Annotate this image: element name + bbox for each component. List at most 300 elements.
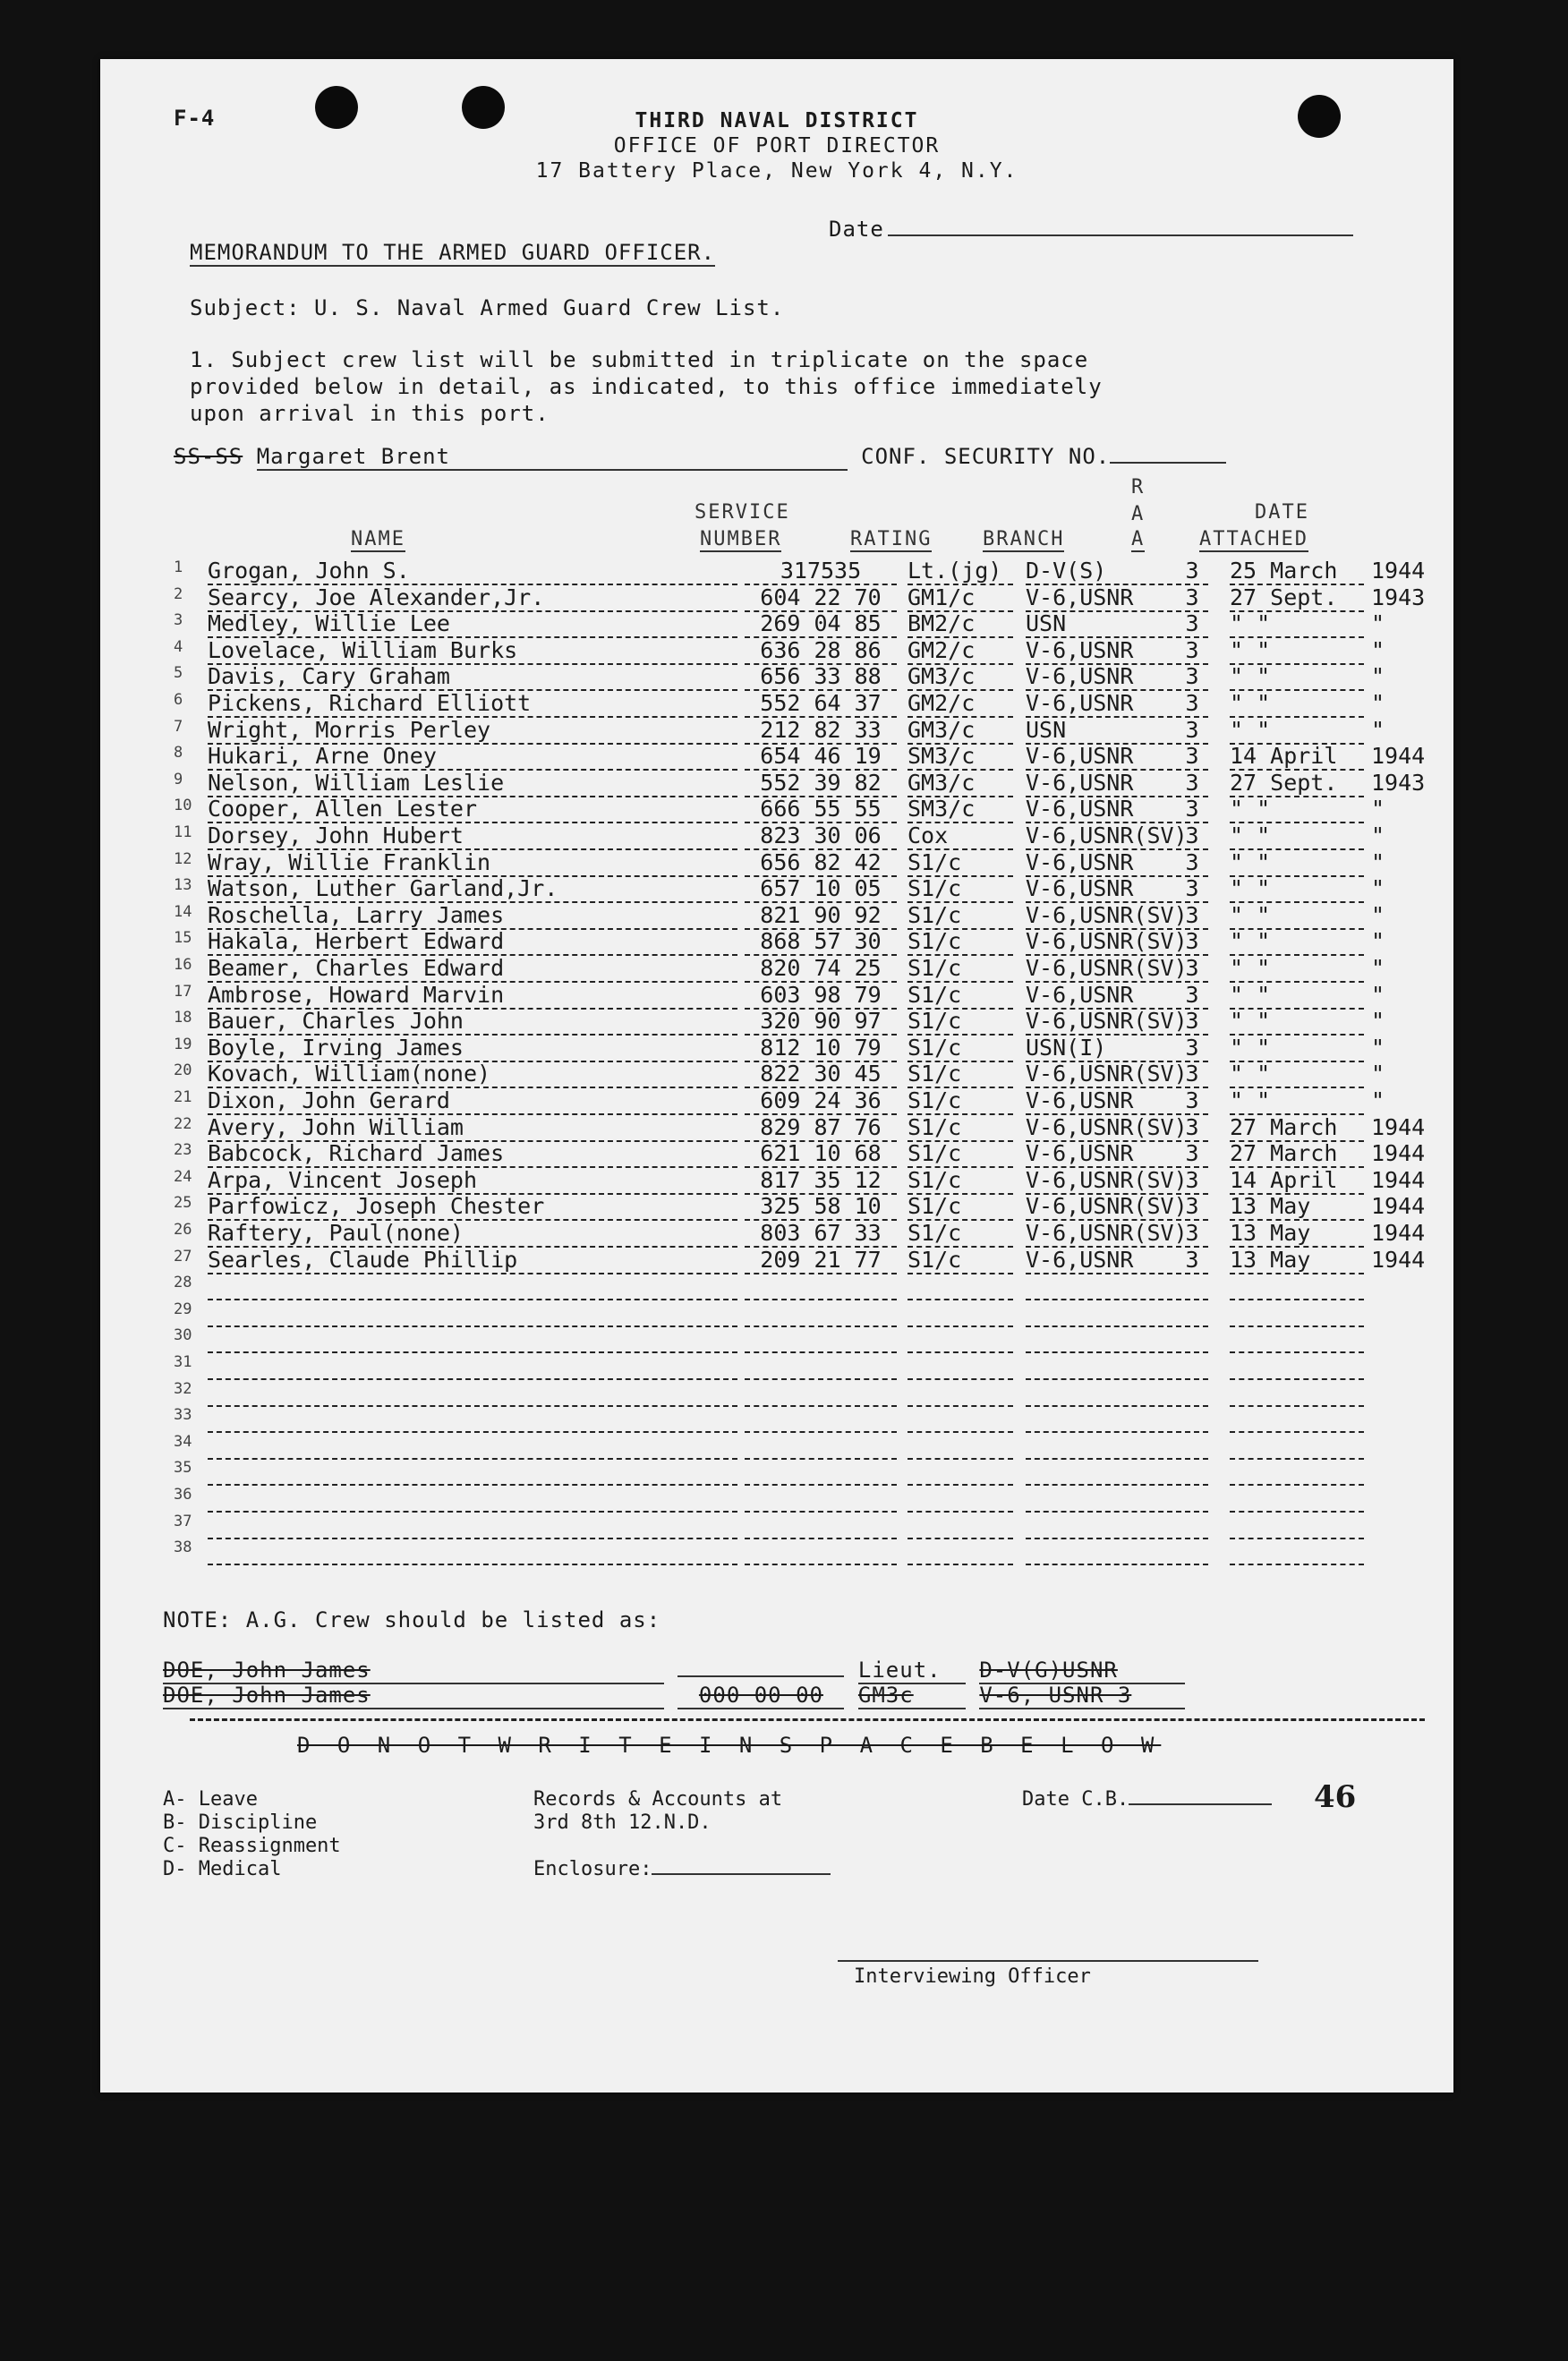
row-number: 37 <box>174 1512 192 1530</box>
rating: S1/c <box>908 850 1013 877</box>
rating: GM1/c <box>908 585 1013 612</box>
year-attached: " <box>1371 981 1385 1008</box>
service-number: 317535 <box>745 558 897 585</box>
date-attached: 13 May <box>1230 1248 1364 1274</box>
year-attached: " <box>1371 848 1385 875</box>
rating: S1/c <box>908 983 1013 1010</box>
blank-cell <box>208 1433 737 1460</box>
rating: S1/c <box>908 903 1013 930</box>
records-accounts-line-2: 3rd 8th 12.N.D. <box>533 1811 712 1834</box>
class: 3 <box>1176 956 1208 983</box>
district-title: THIRD NAVAL DISTRICT <box>635 109 919 132</box>
branch: V-6,USNR(SV) <box>1026 1166 1188 1193</box>
branch: V-6,USNR(SV) <box>1026 1113 1188 1140</box>
blank-cell <box>208 1380 737 1407</box>
crew-name: Babcock, Richard James <box>208 1141 737 1168</box>
year-attached: " <box>1371 1087 1385 1113</box>
do-not-write-heading: D O N O T W R I T E I N S P A C E B E L O W <box>297 1733 1162 1758</box>
year-attached: 1944 <box>1371 743 1426 770</box>
blank-cell <box>1026 1406 1172 1433</box>
date-attached: 13 May <box>1230 1221 1364 1248</box>
interviewing-officer-line <box>838 1960 1258 1962</box>
blank-cell <box>1026 1380 1172 1407</box>
ship-prefix: SS-SS <box>174 444 243 469</box>
crew-name: Roschella, Larry James <box>208 903 737 930</box>
year-attached: " <box>1371 796 1385 823</box>
blank-cell <box>745 1513 897 1539</box>
row-number: 14 <box>174 902 192 921</box>
col-header-service-1: SERVICE <box>695 501 790 524</box>
crew-name: Cooper, Allen Lester <box>208 797 737 823</box>
row-number: 24 <box>174 1167 192 1186</box>
service-number: 823 30 06 <box>745 823 897 850</box>
blank-cell <box>1176 1433 1208 1460</box>
rating: BM2/c <box>908 611 1013 638</box>
row-number: 20 <box>174 1061 192 1080</box>
service-number: 269 04 85 <box>745 611 897 638</box>
blank-cell <box>908 1459 1013 1486</box>
col-header-rating: RATING <box>850 528 933 550</box>
class: 3 <box>1176 718 1208 745</box>
table-row <box>174 956 1409 983</box>
blank-cell <box>1176 1326 1208 1353</box>
row-number: 9 <box>174 770 183 788</box>
blank-cell <box>208 1274 737 1300</box>
blank-row <box>174 1406 1409 1433</box>
service-number: 803 67 33 <box>745 1221 897 1248</box>
blank-cell <box>208 1353 737 1380</box>
branch: V-6,USNR <box>1026 691 1172 718</box>
branch: V-6,USNR <box>1026 1088 1172 1115</box>
blank-row <box>174 1380 1409 1407</box>
service-number: 325 58 10 <box>745 1194 897 1221</box>
blank-cell <box>1176 1300 1208 1327</box>
branch: V-6,USNR <box>1026 983 1172 1010</box>
reason-medical: D- Medical <box>163 1858 282 1880</box>
blank-cell <box>1026 1326 1172 1353</box>
row-number: 23 <box>174 1141 192 1160</box>
blank-cell <box>1230 1513 1364 1539</box>
table-row <box>174 1009 1409 1036</box>
rating: S1/c <box>908 929 1013 956</box>
service-number: 636 28 86 <box>745 638 897 665</box>
blank-cell <box>908 1380 1013 1407</box>
memo-subject: Subject: U. S. Naval Armed Guard Crew List. <box>190 295 785 320</box>
row-number: 33 <box>174 1406 192 1425</box>
branch: V-6,USNR(SV) <box>1026 1220 1188 1246</box>
service-number: 654 46 19 <box>745 744 897 771</box>
crew-name: Wray, Willie Franklin <box>208 850 737 877</box>
row-number: 26 <box>174 1221 192 1239</box>
date-attached: " " <box>1230 691 1364 718</box>
blank-cell <box>745 1380 897 1407</box>
class: 3 <box>1176 744 1208 771</box>
blank-cell <box>908 1274 1013 1300</box>
branch: USN <box>1026 718 1172 745</box>
blank-cell <box>208 1300 737 1327</box>
year-attached: 1944 <box>1371 1246 1426 1273</box>
date-attached: " " <box>1230 611 1364 638</box>
table-row <box>174 1193 1426 1221</box>
row-number: 35 <box>174 1459 192 1478</box>
service-number: 829 87 76 <box>745 1115 897 1142</box>
class: 3 <box>1176 638 1208 665</box>
row-number: 8 <box>174 744 183 763</box>
ship-line <box>174 444 1226 471</box>
date-attached: " " <box>1230 797 1364 823</box>
rating: S1/c <box>908 1194 1013 1221</box>
year-attached: " <box>1371 928 1385 955</box>
year-attached: 1944 <box>1371 1220 1426 1246</box>
row-number: 15 <box>174 929 192 948</box>
blank-cell <box>1026 1300 1172 1327</box>
rating: S1/c <box>908 1248 1013 1274</box>
blank-cell <box>1176 1406 1208 1433</box>
class: 3 <box>1176 558 1208 585</box>
crew-name: Hakala, Herbert Edward <box>208 929 737 956</box>
table-row <box>174 664 1409 691</box>
office-address: 17 Battery Place, New York 4, N.Y. <box>535 159 1018 183</box>
blank-cell <box>745 1326 897 1353</box>
row-number: 10 <box>174 797 192 815</box>
class: 3 <box>1176 823 1208 850</box>
col-header-name: NAME <box>351 528 405 550</box>
crew-name: Lovelace, William Burks <box>208 638 737 665</box>
branch: V-6,USNR <box>1026 876 1172 903</box>
branch: V-6,USNR(SV) <box>1026 1193 1188 1220</box>
service-number: 821 90 92 <box>745 903 897 930</box>
branch: V-6,USNR(SV) <box>1026 955 1188 981</box>
blank-cell <box>1176 1538 1208 1565</box>
date-attached: " " <box>1230 1061 1364 1088</box>
service-number: 820 74 25 <box>745 956 897 983</box>
year-attached: " <box>1371 610 1385 637</box>
memo-paragraph-line-3: upon arrival in this port. <box>190 401 550 426</box>
blank-cell <box>908 1538 1013 1565</box>
rating: S1/c <box>908 1036 1013 1062</box>
table-row <box>174 1061 1409 1088</box>
row-number: 19 <box>174 1035 192 1053</box>
service-number: 621 10 68 <box>745 1141 897 1168</box>
blank-cell <box>745 1353 897 1380</box>
service-number: 609 24 36 <box>745 1088 897 1115</box>
crew-name: Medley, Willie Lee <box>208 611 737 638</box>
memo-title: MEMORANDUM TO THE ARMED GUARD OFFICER. <box>190 240 716 265</box>
service-number: 604 22 70 <box>745 585 897 612</box>
date-attached: " " <box>1230 983 1364 1010</box>
crew-name: Avery, John William <box>208 1115 737 1142</box>
memo-paragraph-line-1: 1. Subject crew list will be submitted in triplicate on the space <box>190 347 1089 372</box>
row-number: 38 <box>174 1538 192 1557</box>
year-attached: " <box>1371 875 1385 902</box>
row-number: 6 <box>174 691 183 709</box>
col-header-date-1: DATE <box>1255 501 1309 524</box>
date-attached: 13 May <box>1230 1194 1364 1221</box>
date-attached: " " <box>1230 1088 1364 1115</box>
date-attached: 27 Sept. <box>1230 585 1364 612</box>
table-row <box>174 558 1426 585</box>
date-attached: " " <box>1230 1036 1364 1062</box>
col-header-service-2: NUMBER <box>700 528 782 550</box>
rating: SM3/c <box>908 744 1013 771</box>
year-attached: 1943 <box>1371 584 1426 610</box>
row-number: 31 <box>174 1353 192 1371</box>
table-row <box>174 1246 1426 1274</box>
blank-row <box>174 1538 1409 1565</box>
table-row <box>174 797 1409 823</box>
note-label: NOTE: A.G. Crew should be listed as: <box>163 1607 661 1632</box>
blank-cell <box>1230 1353 1364 1380</box>
class: 3 <box>1176 1061 1208 1088</box>
service-number: 656 33 88 <box>745 664 897 691</box>
service-number: 656 82 42 <box>745 850 897 877</box>
class: 3 <box>1176 611 1208 638</box>
class: 3 <box>1176 929 1208 956</box>
col-header-branch: BRANCH <box>983 528 1065 550</box>
crew-name: Boyle, Irving James <box>208 1036 737 1062</box>
class: 3 <box>1176 903 1208 930</box>
date-attached: " " <box>1230 850 1364 877</box>
crew-name: Arpa, Vincent Joseph <box>208 1168 737 1195</box>
row-number: 2 <box>174 584 183 603</box>
service-number: 812 10 79 <box>745 1036 897 1062</box>
blank-cell <box>745 1459 897 1486</box>
branch: V-6,USNR <box>1026 664 1172 691</box>
table-row <box>174 1220 1426 1248</box>
crew-name: Dorsey, John Hubert <box>208 823 737 850</box>
date-attached: " " <box>1230 929 1364 956</box>
class: 3 <box>1176 983 1208 1010</box>
row-number: 21 <box>174 1088 192 1106</box>
blank-cell <box>208 1486 737 1513</box>
blank-cell <box>745 1300 897 1327</box>
branch: V-6,USNR <box>1026 638 1172 665</box>
date-attached: 27 March <box>1230 1141 1364 1168</box>
year-attached: " <box>1371 1061 1385 1087</box>
rating: S1/c <box>908 1061 1013 1088</box>
crew-name: Hukari, Arne Oney <box>208 744 737 771</box>
blank-cell <box>1230 1300 1364 1327</box>
blank-cell <box>908 1300 1013 1327</box>
date-attached: " " <box>1230 876 1364 903</box>
branch: USN <box>1026 611 1172 638</box>
class: 3 <box>1176 1009 1208 1036</box>
class: 3 <box>1176 1168 1208 1195</box>
blank-cell <box>1176 1513 1208 1539</box>
class: 3 <box>1176 1221 1208 1248</box>
date-attached: 27 Sept. <box>1230 771 1364 797</box>
blank-cell <box>208 1406 737 1433</box>
table-row <box>174 1088 1409 1115</box>
page-number-stamp: 46 <box>1314 1779 1357 1815</box>
date-attached: " " <box>1230 718 1364 745</box>
table-row <box>174 1140 1426 1168</box>
rating: S1/c <box>908 876 1013 903</box>
row-number: 22 <box>174 1114 192 1133</box>
table-row <box>174 1113 1426 1142</box>
service-number: 666 55 55 <box>745 797 897 823</box>
table-row <box>174 769 1426 797</box>
blank-cell <box>1026 1433 1172 1460</box>
year-attached: 1944 <box>1371 558 1426 584</box>
separator-dashed-line <box>190 1718 1425 1721</box>
crew-name: Davis, Cary Graham <box>208 664 737 691</box>
blank-cell <box>908 1433 1013 1460</box>
blank-cell <box>1230 1274 1364 1300</box>
table-row <box>174 823 1409 850</box>
year-attached: " <box>1371 955 1385 981</box>
row-number: 7 <box>174 717 183 736</box>
class: 3 <box>1176 876 1208 903</box>
year-attached: 1943 <box>1371 769 1426 796</box>
row-number: 1 <box>174 558 183 576</box>
row-number: 4 <box>174 637 183 656</box>
records-accounts-line-1: Records & Accounts at <box>533 1788 783 1811</box>
row-number: 29 <box>174 1300 192 1318</box>
date-attached: " " <box>1230 638 1364 665</box>
class: 3 <box>1176 664 1208 691</box>
rating: GM3/c <box>908 664 1013 691</box>
year-attached: " <box>1371 823 1385 848</box>
year-attached: 1944 <box>1371 1166 1426 1193</box>
blank-cell <box>1176 1380 1208 1407</box>
blank-cell <box>908 1486 1013 1513</box>
branch: V-6,USNR <box>1026 771 1172 797</box>
blank-cell <box>908 1353 1013 1380</box>
row-number: 3 <box>174 611 183 630</box>
year-attached: " <box>1371 1008 1385 1035</box>
rating: S1/c <box>908 1168 1013 1195</box>
date-attached: " " <box>1230 664 1364 691</box>
class: 3 <box>1176 585 1208 612</box>
blank-cell <box>1176 1459 1208 1486</box>
year-attached: 1944 <box>1371 1113 1426 1140</box>
crew-name: Beamer, Charles Edward <box>208 956 737 983</box>
row-number: 25 <box>174 1194 192 1213</box>
blank-cell <box>1230 1459 1364 1486</box>
date-cb-label: Date C.B. <box>1022 1788 1272 1811</box>
class: 3 <box>1176 1141 1208 1168</box>
crew-name: Raftery, Paul(none) <box>208 1221 737 1248</box>
year-attached: " <box>1371 716 1385 743</box>
table-row <box>174 983 1409 1010</box>
crew-name: Wright, Morris Perley <box>208 718 737 745</box>
date-attached: 27 March <box>1230 1115 1364 1142</box>
branch: V-6,USNR <box>1026 1141 1172 1168</box>
row-number: 18 <box>174 1009 192 1027</box>
office-title: OFFICE OF PORT DIRECTOR <box>613 134 941 158</box>
service-number: 212 82 33 <box>745 718 897 745</box>
class: 3 <box>1176 691 1208 718</box>
form-id: F-4 <box>174 106 216 131</box>
table-row <box>174 611 1409 638</box>
row-number: 12 <box>174 849 192 868</box>
row-number: 30 <box>174 1326 192 1345</box>
class: 3 <box>1176 850 1208 877</box>
blank-row <box>174 1326 1409 1353</box>
class: 3 <box>1176 1194 1208 1221</box>
class: 3 <box>1176 1248 1208 1274</box>
service-number: 822 30 45 <box>745 1061 897 1088</box>
service-number: 603 98 79 <box>745 983 897 1010</box>
blank-row <box>174 1353 1409 1380</box>
blank-cell <box>208 1513 737 1539</box>
rating: GM3/c <box>908 771 1013 797</box>
branch: V-6,USNR <box>1026 585 1172 612</box>
rating: Cox <box>908 823 1013 850</box>
year-attached: 1944 <box>1371 1140 1426 1167</box>
blank-cell <box>208 1538 737 1565</box>
col-header-date-2: ATTACHED <box>1199 528 1308 550</box>
blank-row <box>174 1300 1409 1327</box>
branch: D-V(S) <box>1026 558 1172 585</box>
date-label: Date <box>829 217 1353 242</box>
service-number: 209 21 77 <box>745 1248 897 1274</box>
blank-cell <box>1230 1380 1364 1407</box>
service-number: 817 35 12 <box>745 1168 897 1195</box>
crew-name: Bauer, Charles John <box>208 1009 737 1036</box>
class: 3 <box>1176 1088 1208 1115</box>
blank-row <box>174 1486 1409 1513</box>
blank-cell <box>1230 1486 1364 1513</box>
enclosure-label: Enclosure: <box>533 1858 831 1880</box>
blank-cell <box>1026 1459 1172 1486</box>
class: 3 <box>1176 1115 1208 1142</box>
year-attached: " <box>1371 901 1385 928</box>
rating: S1/c <box>908 1221 1013 1248</box>
rating: S1/c <box>908 1141 1013 1168</box>
memo-paragraph-line-2: provided below in detail, as indicated, to this office immediately <box>190 374 1103 399</box>
crew-name: Dixon, John Gerard <box>208 1088 737 1115</box>
crew-name: Parfowicz, Joseph Chester <box>208 1194 737 1221</box>
document-page <box>100 59 1453 2093</box>
table-row <box>174 743 1426 771</box>
rating: GM3/c <box>908 718 1013 745</box>
reason-discipline: B- Discipline <box>163 1811 318 1834</box>
year-attached: " <box>1371 636 1385 663</box>
blank-row <box>174 1459 1409 1486</box>
blank-cell <box>1026 1513 1172 1539</box>
class: 3 <box>1176 771 1208 797</box>
blank-cell <box>1176 1486 1208 1513</box>
service-number: 657 10 05 <box>745 876 897 903</box>
reason-leave: A- Leave <box>163 1788 258 1811</box>
row-number: 16 <box>174 956 192 974</box>
blank-cell <box>745 1406 897 1433</box>
blank-cell <box>1176 1353 1208 1380</box>
date-attached: 14 April <box>1230 1168 1364 1195</box>
table-row <box>174 638 1409 665</box>
row-number: 28 <box>174 1274 192 1292</box>
interviewing-officer-label: Interviewing Officer <box>854 1965 1091 1988</box>
rating: Lt.(jg) <box>908 558 1013 585</box>
row-number: 34 <box>174 1432 192 1451</box>
blank-cell <box>908 1406 1013 1433</box>
col-header-class-1: R <box>1131 476 1146 499</box>
crew-name: Searcy, Joe Alexander,Jr. <box>208 585 737 612</box>
service-number: 320 90 97 <box>745 1009 897 1036</box>
note-example-1: DOE, John James Lieut. D-V(G)USNR <box>163 1658 1185 1684</box>
blank-row <box>174 1513 1409 1539</box>
crew-name: Searles, Claude Phillip <box>208 1248 737 1274</box>
blank-cell <box>745 1538 897 1565</box>
blank-cell <box>208 1326 737 1353</box>
class: 3 <box>1176 797 1208 823</box>
blank-row <box>174 1433 1409 1460</box>
rating: SM3/c <box>908 797 1013 823</box>
date-attached: " " <box>1230 1009 1364 1036</box>
table-row <box>174 903 1409 930</box>
